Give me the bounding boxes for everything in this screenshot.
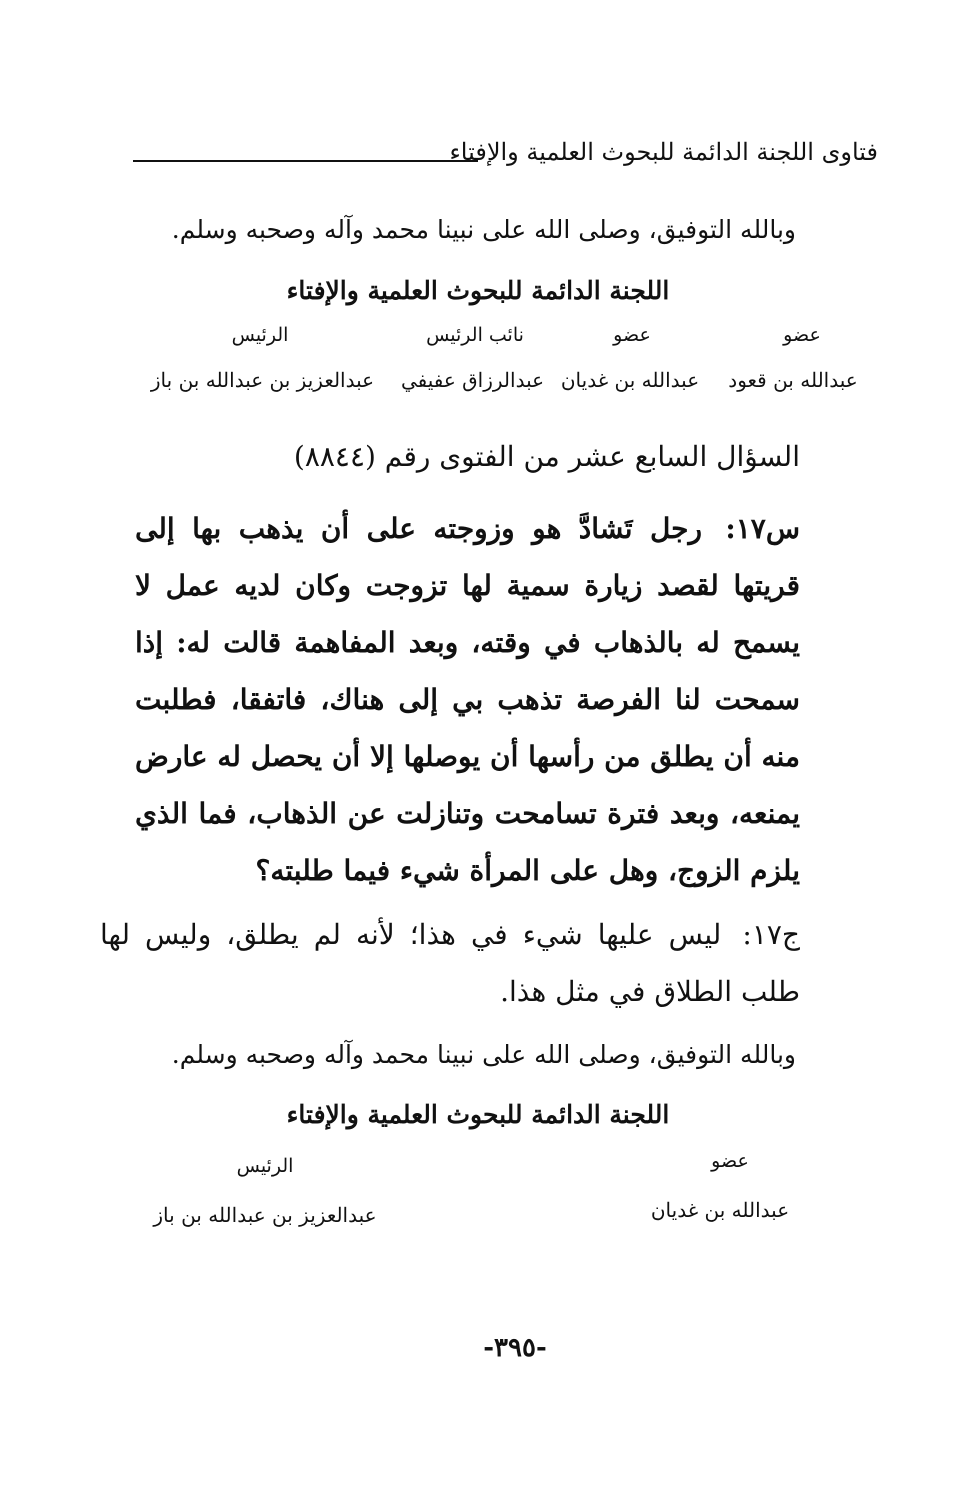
signatory-role: عضو: [783, 324, 821, 346]
signatory-name: عبدالعزيز بن عبدالله بن باز: [150, 368, 375, 392]
signatory-name: عبدالله بن غديان: [650, 1198, 790, 1222]
signatory-role: عضو: [711, 1150, 749, 1172]
committee-name: اللجنة الدائمة للبحوث العلمية والإفتاء: [286, 1100, 670, 1129]
signatory-role: نائب الرئيس: [426, 324, 524, 346]
closing-formula: وبالله التوفيق، وصلى الله على نبينا محمد وآله وصحبه وسلم.: [171, 1040, 796, 1069]
question-label: س١٧:: [725, 512, 801, 545]
signatory-role: الرئيس: [231, 324, 289, 346]
question-paragraph: [135, 500, 800, 899]
signatory-name: عبدالله بن غديان: [560, 368, 700, 392]
signatory-name: عبدالعزيز بن عبدالله بن باز: [153, 1203, 377, 1227]
closing-formula: وبالله التوفيق، وصلى الله على نبينا محمد وآله وصحبه وسلم.: [171, 215, 796, 244]
question-text: رجل تَشادَّ هو وزوجته على أن يذهب بها إلى قريتها لقصد زيارة سمية لها تزوجت وكان لديه عمل لا يسمح له بالذهاب في وقته، وبعد المفاهمة قالت له: إذا سمحت لنا الفرصة تذهب بي إلى هناك، فاتفقا، فطلبت منه أن يطلق من رأسها أن يوصلها إلا أن يحصل له عارض يمنعه، وبعد فترة تسامحت وتنازلت عن الذهاب، فما الذي يلزم الزوج، وهل على المرأة شيء فيما طلبته؟: [135, 512, 800, 887]
answer-text: ليس عليها شيء في هذا؛ لأنه لم يطلق، وليس لها طلب الطلاق في مثل هذا.: [100, 918, 800, 1008]
running-header-title: فتاوى اللجنة الدائمة للبحوث العلمية والإفتاء: [449, 138, 878, 166]
signatory-role: الرئيس: [236, 1155, 294, 1177]
signatory-name: عبدالله بن قعود: [728, 368, 858, 392]
signatory-name: عبدالرزاق عفيفي: [400, 368, 545, 392]
header-rule: [133, 160, 478, 162]
page-number: -٣٩٥-: [483, 1333, 547, 1363]
answer-paragraph: [100, 906, 800, 1020]
answer-label: ج١٧:: [742, 918, 800, 951]
fatwa-reference: السؤال السابع عشر من الفتوى رقم (٨٨٤٤): [293, 440, 800, 473]
signatory-role: عضو: [613, 324, 651, 346]
committee-name: اللجنة الدائمة للبحوث العلمية والإفتاء: [286, 276, 670, 305]
